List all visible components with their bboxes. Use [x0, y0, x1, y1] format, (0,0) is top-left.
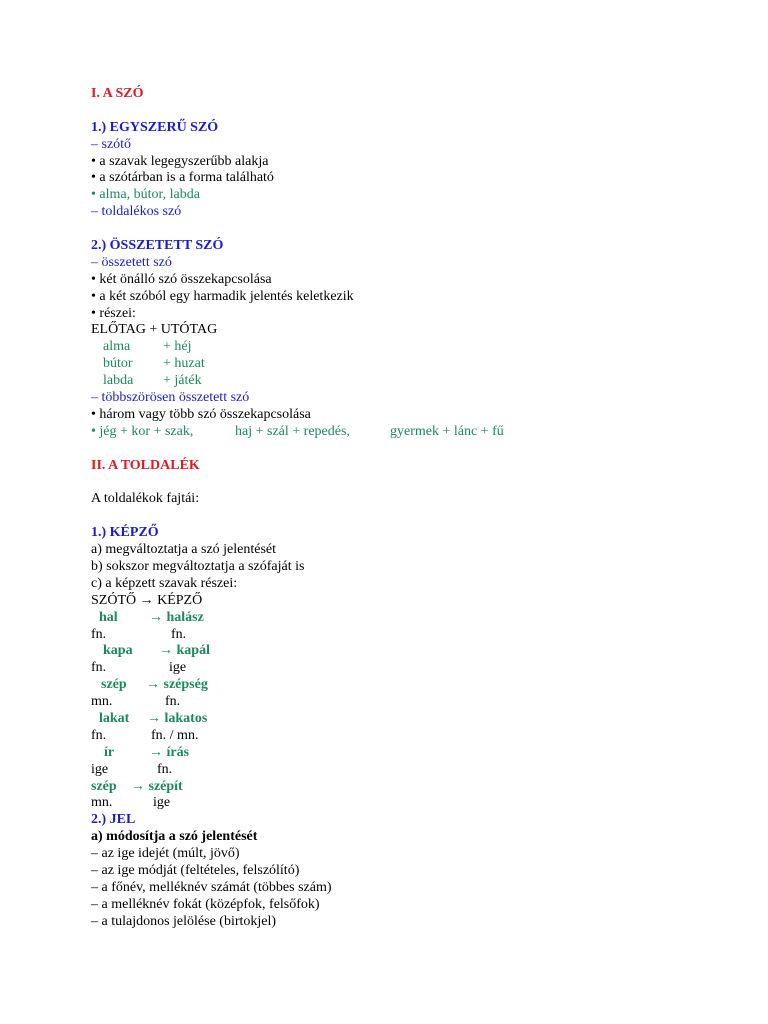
pos-row — [91, 660, 731, 677]
pair-second: + játék — [163, 373, 202, 389]
section-title-1: I. A SZÓ — [91, 86, 144, 101]
pos-base: fn. — [91, 626, 107, 642]
derived-word: → szépít — [131, 778, 183, 794]
pos-derived: ige — [153, 795, 171, 811]
pos-row — [91, 627, 731, 644]
pos-derived: fn. — [157, 761, 173, 777]
line: – toldalékos szó — [91, 204, 182, 220]
compound-pair — [91, 356, 731, 373]
pair-first: bútor — [103, 356, 133, 372]
base-word: szép — [91, 778, 117, 794]
base-word: hal — [99, 609, 118, 625]
line: • három vagy több szó összekapcsolása — [91, 406, 311, 422]
compound-examples — [91, 424, 731, 441]
example: gyermek + lánc + fű — [390, 423, 504, 439]
pos-row — [91, 795, 731, 812]
derivation-row — [91, 779, 731, 796]
derived-word: → írás — [149, 744, 190, 760]
pos-base: fn. — [91, 727, 107, 743]
line: • a szavak legegyszerűbb alakja — [91, 153, 269, 169]
pair-second: + huzat — [163, 356, 205, 372]
line: – a melléknév fokát (középfok, felsőfok) — [91, 896, 320, 912]
base-word: ír — [104, 744, 115, 760]
heading-simple-word: 1.) EGYSZERŰ SZÓ — [91, 119, 219, 135]
derivation-row — [91, 677, 731, 694]
pair-second: + héj — [163, 339, 192, 355]
line: ELŐTAG + UTÓTAG — [91, 322, 218, 338]
pos-derived: fn. / mn. — [151, 727, 199, 743]
line: • alma, bútor, labda — [91, 187, 200, 203]
heading-kepzo: 1.) KÉPZŐ — [91, 525, 159, 541]
line: – az ige idejét (múlt, jövő) — [91, 846, 240, 862]
line: – az ige módját (feltételes, felszólító) — [91, 862, 300, 878]
compound-pair — [91, 373, 731, 390]
pos-base: mn. — [91, 795, 113, 811]
pos-row — [91, 762, 731, 779]
section-title-2: II. A TOLDALÉK — [91, 457, 200, 473]
line: – a tulajdonos jelölése (birtokjel) — [91, 913, 277, 929]
pos-row — [91, 694, 731, 711]
line: • két önálló szó összekapcsolása — [91, 271, 272, 287]
line: c) a képzett szavak részei: — [91, 575, 238, 591]
pos-derived: fn. — [165, 694, 181, 710]
document-page — [91, 86, 731, 931]
derived-word: → szépség — [146, 677, 208, 693]
example: • jég + kor + szak, — [91, 423, 194, 439]
line: – a főnév, melléknév számát (többes szám) — [91, 879, 332, 895]
line: – szótő — [91, 136, 132, 152]
line: • a szótárban is a forma található — [91, 170, 274, 186]
derived-word: → kapál — [159, 643, 210, 659]
derivation-row — [91, 745, 731, 762]
heading-jel: 2.) JEL — [91, 812, 136, 828]
base-word: kapa — [103, 643, 133, 659]
schema-line: SZÓTŐ → KÉPZŐ — [91, 592, 203, 608]
pos-base: mn. — [91, 694, 113, 710]
subheading-jel: a) módosítja a szó jelentését — [91, 829, 258, 845]
derivation-row — [91, 711, 731, 728]
derived-word: → lakatos — [147, 710, 208, 726]
compound-pair — [91, 339, 731, 356]
pos-base: fn. — [91, 660, 107, 676]
example: haj + szál + repedés, — [235, 423, 350, 439]
pair-first: labda — [103, 373, 134, 389]
base-word: szép — [101, 677, 127, 693]
pos-derived: ige — [169, 660, 187, 676]
derived-word: → halász — [149, 609, 204, 625]
pair-first: alma — [103, 339, 131, 355]
line: b) sokszor megváltoztatja a szófaját is — [91, 558, 305, 574]
pos-row — [91, 728, 731, 745]
intro-text: A toldalékok fajtái: — [91, 491, 200, 507]
derivation-row — [91, 643, 731, 660]
line: • a két szóból egy harmadik jelentés keletkezik — [91, 288, 354, 304]
base-word: lakat — [99, 710, 130, 726]
heading-compound-word: 2.) ÖSSZETETT SZÓ — [91, 238, 224, 254]
line: • részei: — [91, 305, 136, 321]
line: a) megváltoztatja a szó jelentését — [91, 542, 277, 558]
derivation-row — [91, 610, 731, 627]
pos-base: ige — [91, 761, 109, 777]
pos-derived: fn. — [171, 626, 187, 642]
line: – többszörösen összetett szó — [91, 390, 250, 406]
line: – összetett szó — [91, 254, 172, 270]
